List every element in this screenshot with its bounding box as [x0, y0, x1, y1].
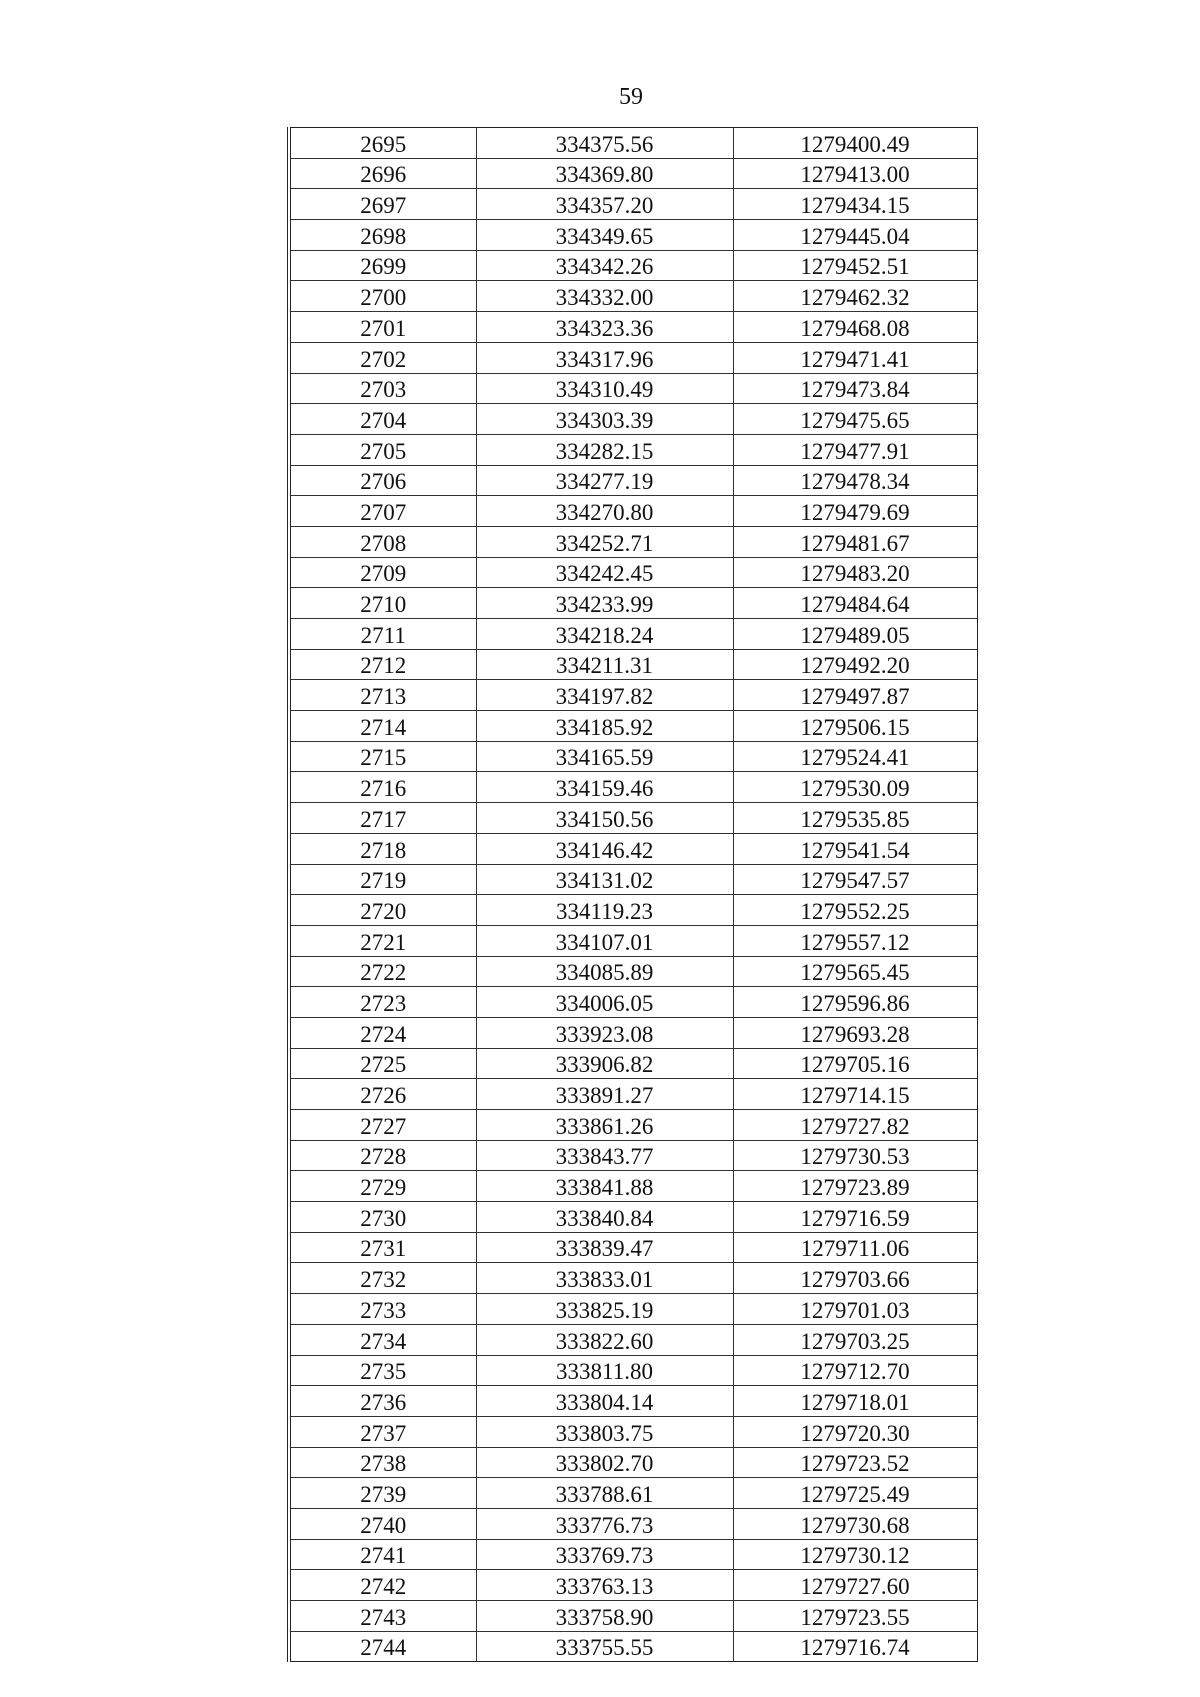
- y-coordinate-cell: 1279481.67: [733, 526, 977, 557]
- x-coordinate-cell: 333839.47: [476, 1232, 733, 1263]
- x-coordinate-cell: 333763.13: [476, 1570, 733, 1601]
- table-row: [289, 404, 977, 435]
- point-number-cell: 2717: [289, 803, 476, 834]
- x-coordinate-cell: 333802.70: [476, 1447, 733, 1478]
- table-row: [289, 987, 977, 1018]
- x-coordinate-cell: 334159.46: [476, 772, 733, 803]
- point-number-cell: 2709: [289, 557, 476, 588]
- table-row: [289, 434, 977, 465]
- y-coordinate-cell: 1279723.52: [733, 1447, 977, 1478]
- point-number-cell: 2707: [289, 496, 476, 527]
- point-number-cell: 2733: [289, 1294, 476, 1325]
- point-number-cell: 2719: [289, 864, 476, 895]
- table-row: [289, 1048, 977, 1079]
- x-coordinate-cell: 333906.82: [476, 1048, 733, 1079]
- point-number-cell: 2739: [289, 1478, 476, 1509]
- coordinates-table-body: [289, 128, 977, 1662]
- point-number-cell: 2701: [289, 312, 476, 343]
- table-row: [289, 1232, 977, 1263]
- table-row: [289, 864, 977, 895]
- table-row: [289, 312, 977, 343]
- y-coordinate-cell: 1279703.66: [733, 1263, 977, 1294]
- point-number-cell: 2724: [289, 1017, 476, 1048]
- table-row: [289, 1508, 977, 1539]
- table-row: [289, 711, 977, 742]
- x-coordinate-cell: 334270.80: [476, 496, 733, 527]
- table-row: [289, 741, 977, 772]
- point-number-cell: 2712: [289, 649, 476, 680]
- table-row: [289, 619, 977, 650]
- y-coordinate-cell: 1279723.55: [733, 1601, 977, 1632]
- table-row: [289, 1355, 977, 1386]
- table-row: [289, 1416, 977, 1447]
- table-row: [289, 1140, 977, 1171]
- x-coordinate-cell: 334332.00: [476, 281, 733, 312]
- point-number-cell: 2720: [289, 895, 476, 926]
- point-number-cell: 2737: [289, 1416, 476, 1447]
- table-row: [289, 1017, 977, 1048]
- point-number-cell: 2716: [289, 772, 476, 803]
- x-coordinate-cell: 334375.56: [476, 128, 733, 159]
- point-number-cell: 2708: [289, 526, 476, 557]
- point-number-cell: 2713: [289, 680, 476, 711]
- x-coordinate-cell: 333811.80: [476, 1355, 733, 1386]
- x-coordinate-cell: 333843.77: [476, 1140, 733, 1171]
- y-coordinate-cell: 1279462.32: [733, 281, 977, 312]
- point-number-cell: 2704: [289, 404, 476, 435]
- table-row: [289, 772, 977, 803]
- x-coordinate-cell: 334303.39: [476, 404, 733, 435]
- point-number-cell: 2730: [289, 1202, 476, 1233]
- point-number-cell: 2711: [289, 619, 476, 650]
- x-coordinate-cell: 334165.59: [476, 741, 733, 772]
- table-row: [289, 526, 977, 557]
- point-number-cell: 2723: [289, 987, 476, 1018]
- page-number: 59: [619, 84, 643, 110]
- y-coordinate-cell: 1279716.59: [733, 1202, 977, 1233]
- y-coordinate-cell: 1279727.60: [733, 1570, 977, 1601]
- point-number-cell: 2731: [289, 1232, 476, 1263]
- y-coordinate-cell: 1279547.57: [733, 864, 977, 895]
- table-row: [289, 1386, 977, 1417]
- x-coordinate-cell: 334218.24: [476, 619, 733, 650]
- x-coordinate-cell: 334119.23: [476, 895, 733, 926]
- table-row: [289, 189, 977, 220]
- y-coordinate-cell: 1279730.68: [733, 1508, 977, 1539]
- point-number-cell: 2715: [289, 741, 476, 772]
- x-coordinate-cell: 334185.92: [476, 711, 733, 742]
- y-coordinate-cell: 1279413.00: [733, 158, 977, 189]
- y-coordinate-cell: 1279478.34: [733, 465, 977, 496]
- x-coordinate-cell: 334211.31: [476, 649, 733, 680]
- point-number-cell: 2698: [289, 220, 476, 251]
- point-number-cell: 2699: [289, 250, 476, 281]
- y-coordinate-cell: 1279506.15: [733, 711, 977, 742]
- x-coordinate-cell: 333833.01: [476, 1263, 733, 1294]
- table-row: [289, 1539, 977, 1570]
- y-coordinate-cell: 1279475.65: [733, 404, 977, 435]
- table-row: [289, 1171, 977, 1202]
- x-coordinate-cell: 334282.15: [476, 434, 733, 465]
- y-coordinate-cell: 1279452.51: [733, 250, 977, 281]
- x-coordinate-cell: 334342.26: [476, 250, 733, 281]
- y-coordinate-cell: 1279730.53: [733, 1140, 977, 1171]
- y-coordinate-cell: 1279552.25: [733, 895, 977, 926]
- y-coordinate-cell: 1279716.74: [800, 1635, 910, 1661]
- x-coordinate-cell: 334349.65: [476, 220, 733, 251]
- table-row: [289, 342, 977, 373]
- table-row: [289, 158, 977, 189]
- y-coordinate-cell: 1279701.03: [733, 1294, 977, 1325]
- x-coordinate-cell: 333769.73: [476, 1539, 733, 1570]
- table-row: [289, 1110, 977, 1141]
- table-row: [289, 803, 977, 834]
- point-number-cell: 2736: [289, 1386, 476, 1417]
- table-row: [289, 281, 977, 312]
- y-coordinate-cell: 1279541.54: [733, 833, 977, 864]
- table-row: [289, 557, 977, 588]
- y-coordinate-cell: 1279727.82: [733, 1110, 977, 1141]
- table-row: [289, 128, 977, 159]
- point-number-cell: 2742: [289, 1570, 476, 1601]
- x-coordinate-cell: 333755.55: [476, 1631, 733, 1662]
- y-coordinate-cell: 1279705.16: [733, 1048, 977, 1079]
- y-coordinate-cell: 1279489.05: [733, 619, 977, 650]
- point-number-cell: 2714: [289, 711, 476, 742]
- y-coordinate-cell: 1279720.30: [733, 1416, 977, 1447]
- x-coordinate-cell: 333822.60: [476, 1324, 733, 1355]
- table-row: [289, 649, 977, 680]
- table-row: [289, 680, 977, 711]
- x-coordinate-cell: 334197.82: [476, 680, 733, 711]
- x-coordinate-cell: 334146.42: [476, 833, 733, 864]
- y-coordinate-cell: 1279723.89: [733, 1171, 977, 1202]
- point-number-cell: 2718: [289, 833, 476, 864]
- point-number-cell: 2700: [289, 281, 476, 312]
- x-coordinate-cell: 334317.96: [476, 342, 733, 373]
- point-number-cell: 2722: [289, 956, 476, 987]
- table-row: [289, 1263, 977, 1294]
- x-coordinate-cell: 333923.08: [476, 1017, 733, 1048]
- y-coordinate-cell: 1279530.09: [733, 772, 977, 803]
- point-number-cell: 2705: [289, 434, 476, 465]
- x-coordinate-cell: 333840.84: [476, 1202, 733, 1233]
- table-row: [289, 1570, 977, 1601]
- y-coordinate-cell: 1279714.15: [733, 1079, 977, 1110]
- x-coordinate-cell: 333803.75: [476, 1416, 733, 1447]
- table-row: [289, 496, 977, 527]
- x-coordinate-cell: 333804.14: [476, 1386, 733, 1417]
- x-coordinate-cell: 334310.49: [476, 373, 733, 404]
- point-number-cell: 2702: [289, 342, 476, 373]
- point-number-cell: 2728: [289, 1140, 476, 1171]
- y-coordinate-cell: 1279445.04: [733, 220, 977, 251]
- table-row: [289, 895, 977, 926]
- table-row: [289, 250, 977, 281]
- point-number-cell: 2697: [289, 189, 476, 220]
- y-coordinate-cell: 1279712.70: [733, 1355, 977, 1386]
- x-coordinate-cell: 334357.20: [476, 189, 733, 220]
- x-coordinate-cell: 334107.01: [476, 925, 733, 956]
- table-row: [289, 465, 977, 496]
- x-coordinate-cell: 333891.27: [476, 1079, 733, 1110]
- point-number-cell: 2740: [289, 1508, 476, 1539]
- y-coordinate-cell: 1279693.28: [733, 1017, 977, 1048]
- point-number-cell: 2729: [289, 1171, 476, 1202]
- point-number-cell: 2695: [289, 128, 476, 159]
- point-number-cell: 2726: [289, 1079, 476, 1110]
- y-coordinate-cell: 1279711.06: [733, 1232, 977, 1263]
- point-number-cell: 2706: [289, 465, 476, 496]
- y-coordinate-cell: 1279557.12: [733, 925, 977, 956]
- x-coordinate-cell: 333776.73: [476, 1508, 733, 1539]
- table-row: [289, 1294, 977, 1325]
- y-coordinate-cell: 1279535.85: [733, 803, 977, 834]
- x-coordinate-cell: 333841.88: [476, 1171, 733, 1202]
- x-coordinate-cell: 334242.45: [476, 557, 733, 588]
- table-row: [289, 588, 977, 619]
- y-coordinate-cell: 1279565.45: [733, 956, 977, 987]
- x-coordinate-cell: 334085.89: [476, 956, 733, 987]
- x-coordinate-cell: 334323.36: [476, 312, 733, 343]
- y-coordinate-cell: 1279703.25: [733, 1324, 977, 1355]
- x-coordinate-cell: 333758.90: [476, 1601, 733, 1632]
- table-row: [289, 220, 977, 251]
- table-row: [289, 1601, 977, 1632]
- table-row: [289, 1324, 977, 1355]
- point-number-cell: 2732: [289, 1263, 476, 1294]
- y-coordinate-cell: 1279718.01: [733, 1386, 977, 1417]
- point-number-cell: 2738: [289, 1447, 476, 1478]
- x-coordinate-cell: 334369.80: [476, 158, 733, 189]
- table-row: [289, 1478, 977, 1509]
- y-coordinate-cell: 1279479.69: [733, 496, 977, 527]
- point-number-cell: 2703: [289, 373, 476, 404]
- y-coordinate-cell: 1279484.64: [733, 588, 977, 619]
- table-row: [289, 956, 977, 987]
- y-coordinate-cell: 1279730.12: [733, 1539, 977, 1570]
- y-coordinate-cell: 1279477.91: [733, 434, 977, 465]
- y-coordinate-cell: 1279471.41: [733, 342, 977, 373]
- y-coordinate-cell: 1279400.49: [733, 128, 977, 159]
- table-row: [289, 1202, 977, 1233]
- x-coordinate-cell: 334277.19: [476, 465, 733, 496]
- y-coordinate-cell: 1279483.20: [733, 557, 977, 588]
- y-coordinate-cell: 1279473.84: [733, 373, 977, 404]
- y-coordinate-cell: 1279725.49: [733, 1478, 977, 1509]
- x-coordinate-cell: 334252.71: [476, 526, 733, 557]
- x-coordinate-cell: 334006.05: [476, 987, 733, 1018]
- y-coordinate-cell: 1279434.15: [733, 189, 977, 220]
- y-coordinate-cell: 1279497.87: [733, 680, 977, 711]
- x-coordinate-cell: 334150.56: [476, 803, 733, 834]
- y-coordinate-cell: 1279468.08: [733, 312, 977, 343]
- table-row: [289, 373, 977, 404]
- table-row: [289, 1631, 977, 1662]
- x-coordinate-cell: 333788.61: [476, 1478, 733, 1509]
- point-number-cell: 2741: [289, 1539, 476, 1570]
- table-row: [289, 1447, 977, 1478]
- point-number-cell: 2721: [289, 925, 476, 956]
- x-coordinate-cell: 333825.19: [476, 1294, 733, 1325]
- point-number-cell: 2744: [289, 1631, 476, 1662]
- point-number-cell: 2727: [289, 1110, 476, 1141]
- x-coordinate-cell: 333861.26: [476, 1110, 733, 1141]
- table-row: [289, 1079, 977, 1110]
- y-coordinate-cell: 1279492.20: [733, 649, 977, 680]
- x-coordinate-cell: 334131.02: [476, 864, 733, 895]
- table-row: [289, 925, 977, 956]
- y-coordinate-cell: 1279524.41: [733, 741, 977, 772]
- y-coordinate-cell: 1279596.86: [733, 987, 977, 1018]
- point-number-cell: 2696: [289, 158, 476, 189]
- coordinates-table: [287, 127, 978, 1662]
- table-row: [289, 833, 977, 864]
- x-coordinate-cell: 334233.99: [476, 588, 733, 619]
- point-number-cell: 2725: [289, 1048, 476, 1079]
- point-number-cell: 2710: [289, 588, 476, 619]
- point-number-cell: 2735: [289, 1355, 476, 1386]
- point-number-cell: 2734: [289, 1324, 476, 1355]
- point-number-cell: 2743: [289, 1601, 476, 1632]
